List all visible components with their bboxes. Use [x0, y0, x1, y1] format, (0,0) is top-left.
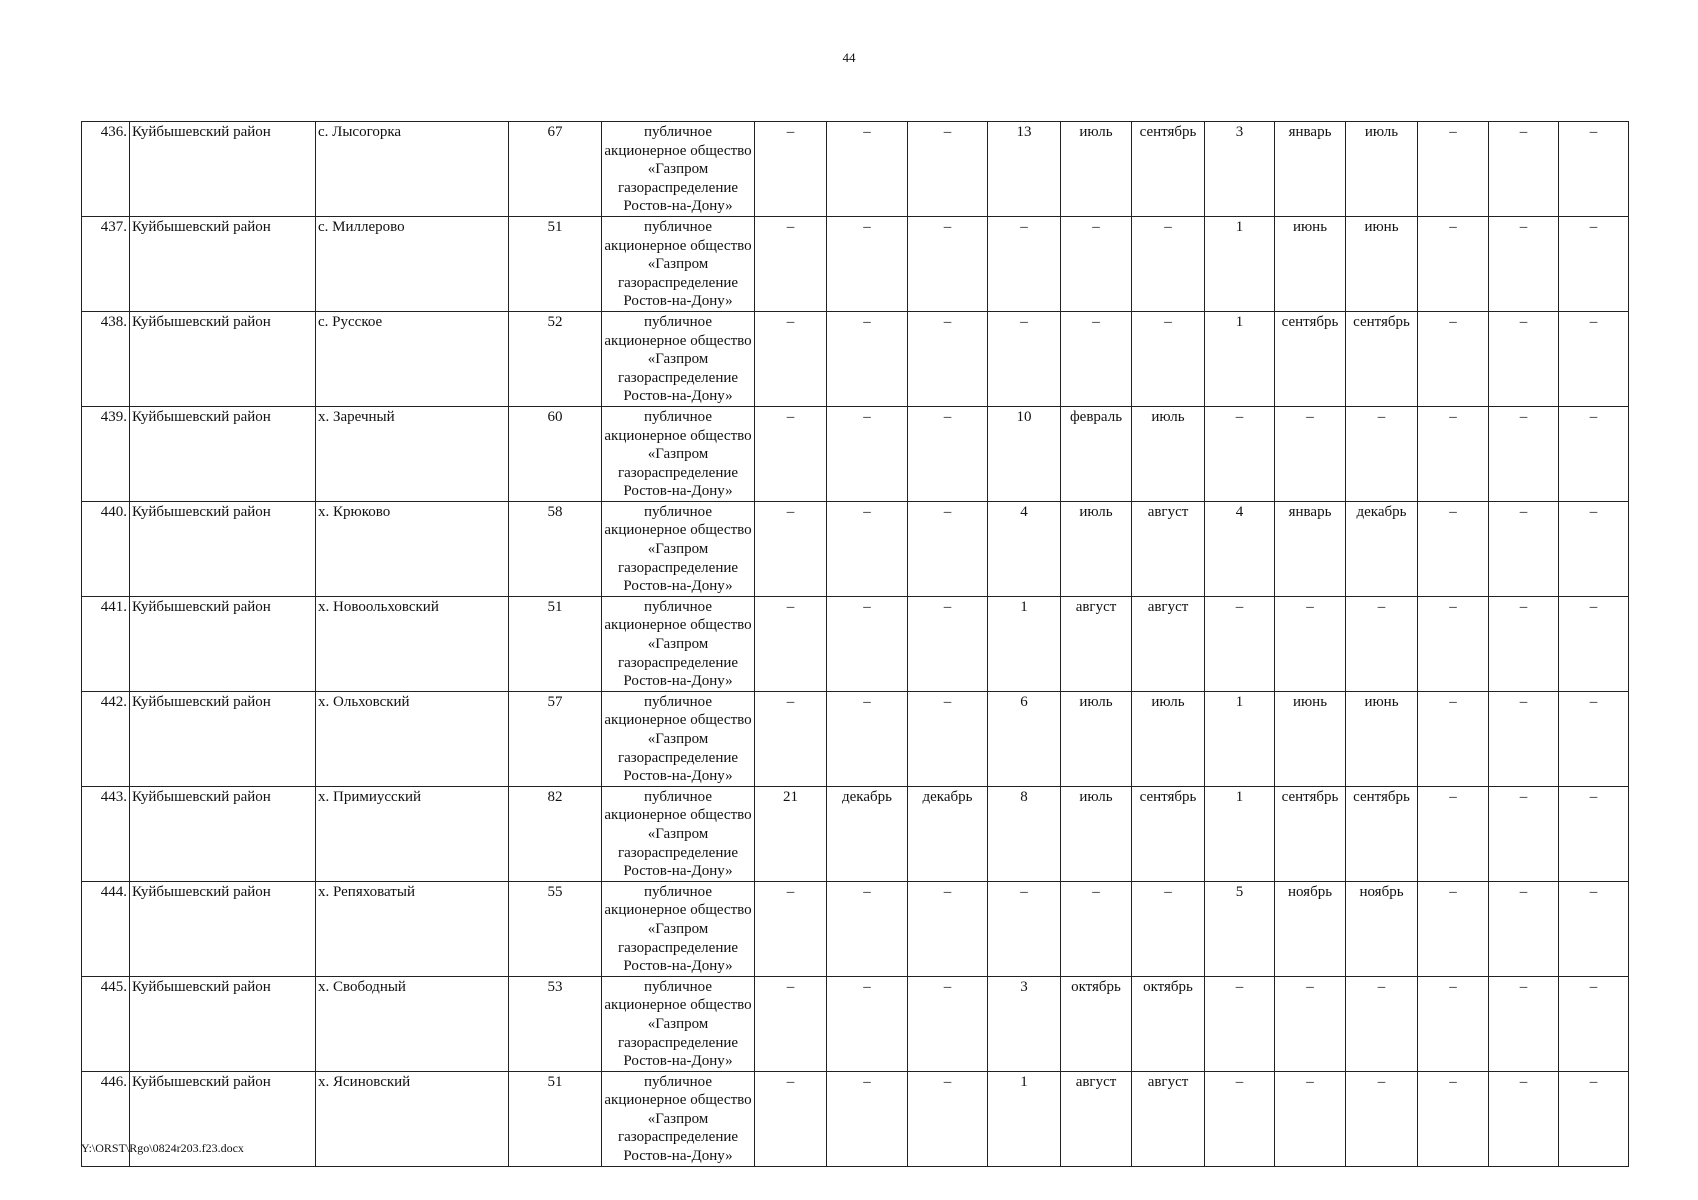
month-cell: июнь [1275, 691, 1346, 786]
value-cell: – [1489, 786, 1559, 881]
footer-file-path: Y:\ORST\Rgo\0824r203.f23.docx [81, 1141, 244, 1155]
month-cell: июль [1061, 122, 1132, 217]
value-cell: – [1559, 691, 1629, 786]
month-cell: – [908, 596, 988, 691]
month-cell: январь [1275, 501, 1346, 596]
value-cell: – [1205, 406, 1275, 501]
organization-cell: публичное акционерное общество «Газпром газораспределение Ростов-на-Дону» [602, 786, 755, 881]
value-cell: – [755, 501, 827, 596]
value-cell: – [1559, 311, 1629, 406]
organization-cell: публичное акционерное общество «Газпром газораспределение Ростов-на-Дону» [602, 406, 755, 501]
organization-cell: публичное акционерное общество «Газпром газораспределение Ростов-на-Дону» [602, 216, 755, 311]
month-cell: – [908, 216, 988, 311]
month-cell: – [1346, 1071, 1418, 1166]
month-cell: – [827, 501, 908, 596]
count-cell: 67 [509, 122, 602, 217]
month-cell: ноябрь [1346, 881, 1418, 976]
value-cell: – [1418, 216, 1489, 311]
month-cell: сентябрь [1346, 311, 1418, 406]
value-cell: – [988, 311, 1061, 406]
value-cell: – [1559, 881, 1629, 976]
value-cell: – [988, 216, 1061, 311]
count-cell: 58 [509, 501, 602, 596]
month-cell: – [827, 311, 908, 406]
value-cell: – [1489, 881, 1559, 976]
month-cell: август [1061, 1071, 1132, 1166]
value-cell: – [755, 122, 827, 217]
district-cell: Куйбышевский район [130, 1071, 316, 1166]
month-cell: – [827, 691, 908, 786]
locality-cell: х. Репяховатый [316, 881, 509, 976]
organization-cell: публичное акционерное общество «Газпром газораспределение Ростов-на-Дону» [602, 122, 755, 217]
month-cell: – [1132, 881, 1205, 976]
month-cell: октябрь [1061, 976, 1132, 1071]
month-cell: июль [1132, 691, 1205, 786]
table-row [82, 881, 1629, 976]
value-cell: 21 [755, 786, 827, 881]
month-cell: декабрь [827, 786, 908, 881]
organization-cell: публичное акционерное общество «Газпром газораспределение Ростов-на-Дону» [602, 596, 755, 691]
value-cell: – [755, 1071, 827, 1166]
value-cell: – [1418, 691, 1489, 786]
value-cell: – [1205, 1071, 1275, 1166]
month-cell: ноябрь [1275, 881, 1346, 976]
month-cell: – [1346, 596, 1418, 691]
locality-cell: с. Русское [316, 311, 509, 406]
month-cell: сентябрь [1346, 786, 1418, 881]
month-cell: декабрь [1346, 501, 1418, 596]
month-cell: – [1132, 311, 1205, 406]
page-number: 44 [842, 50, 856, 65]
count-cell: 52 [509, 311, 602, 406]
value-cell: – [755, 406, 827, 501]
value-cell: – [1418, 406, 1489, 501]
month-cell: октябрь [1132, 976, 1205, 1071]
table-row [82, 691, 1629, 786]
value-cell: – [755, 596, 827, 691]
row-number: 446. [82, 1071, 130, 1166]
value-cell: – [1559, 122, 1629, 217]
value-cell: – [1489, 976, 1559, 1071]
row-number: 437. [82, 216, 130, 311]
month-cell: – [908, 311, 988, 406]
value-cell: – [1559, 501, 1629, 596]
row-number: 438. [82, 311, 130, 406]
month-cell: – [827, 1071, 908, 1166]
month-cell: сентябрь [1132, 786, 1205, 881]
month-cell: – [1346, 976, 1418, 1071]
value-cell: – [755, 311, 827, 406]
value-cell: – [1418, 976, 1489, 1071]
locality-cell: с. Лысогорка [316, 122, 509, 217]
month-cell: – [1275, 406, 1346, 501]
count-cell: 51 [509, 1071, 602, 1166]
month-cell: – [1132, 216, 1205, 311]
value-cell: – [1418, 786, 1489, 881]
month-cell: – [1061, 881, 1132, 976]
value-cell: 1 [988, 596, 1061, 691]
value-cell: – [1489, 691, 1559, 786]
row-number: 442. [82, 691, 130, 786]
month-cell: – [908, 691, 988, 786]
month-cell: – [908, 122, 988, 217]
row-number: 444. [82, 881, 130, 976]
month-cell: август [1132, 501, 1205, 596]
table-row [82, 122, 1629, 217]
month-cell: – [827, 406, 908, 501]
month-cell: – [1275, 1071, 1346, 1166]
row-number: 445. [82, 976, 130, 1071]
table-row [82, 596, 1629, 691]
month-cell: июль [1061, 501, 1132, 596]
locality-cell: х. Ольховский [316, 691, 509, 786]
district-cell: Куйбышевский район [130, 786, 316, 881]
organization-cell: публичное акционерное общество «Газпром газораспределение Ростов-на-Дону» [602, 976, 755, 1071]
month-cell: – [1061, 216, 1132, 311]
value-cell: – [1418, 311, 1489, 406]
count-cell: 57 [509, 691, 602, 786]
value-cell: – [1418, 122, 1489, 217]
value-cell: – [1559, 976, 1629, 1071]
month-cell: февраль [1061, 406, 1132, 501]
value-cell: 3 [1205, 122, 1275, 217]
value-cell: – [1489, 216, 1559, 311]
month-cell: – [1061, 311, 1132, 406]
table-row [82, 1071, 1629, 1166]
value-cell: – [1559, 216, 1629, 311]
value-cell: 13 [988, 122, 1061, 217]
value-cell: 5 [1205, 881, 1275, 976]
value-cell: – [988, 881, 1061, 976]
organization-cell: публичное акционерное общество «Газпром газораспределение Ростов-на-Дону» [602, 881, 755, 976]
month-cell: декабрь [908, 786, 988, 881]
value-cell: 8 [988, 786, 1061, 881]
table-row [82, 501, 1629, 596]
count-cell: 51 [509, 216, 602, 311]
locality-cell: х. Ясиновский [316, 1071, 509, 1166]
value-cell: – [1489, 311, 1559, 406]
table-row [82, 786, 1629, 881]
organization-cell: публичное акционерное общество «Газпром газораспределение Ростов-на-Дону» [602, 501, 755, 596]
row-number: 441. [82, 596, 130, 691]
district-cell: Куйбышевский район [130, 311, 316, 406]
district-cell: Куйбышевский район [130, 881, 316, 976]
gasification-schedule-table [81, 121, 1629, 1167]
value-cell: – [755, 691, 827, 786]
table-body [82, 122, 1629, 1167]
value-cell: 3 [988, 976, 1061, 1071]
district-cell: Куйбышевский район [130, 596, 316, 691]
month-cell: – [1346, 406, 1418, 501]
month-cell: август [1132, 1071, 1205, 1166]
month-cell: июнь [1275, 216, 1346, 311]
row-number: 439. [82, 406, 130, 501]
value-cell: – [755, 881, 827, 976]
district-cell: Куйбышевский район [130, 216, 316, 311]
organization-cell: публичное акционерное общество «Газпром газораспределение Ростов-на-Дону» [602, 1071, 755, 1166]
value-cell: – [1489, 596, 1559, 691]
month-cell: – [1275, 596, 1346, 691]
count-cell: 82 [509, 786, 602, 881]
value-cell: – [1489, 1071, 1559, 1166]
value-cell: – [1418, 501, 1489, 596]
value-cell: – [1418, 1071, 1489, 1166]
month-cell: – [827, 216, 908, 311]
count-cell: 51 [509, 596, 602, 691]
month-cell: – [1275, 976, 1346, 1071]
value-cell: – [1559, 596, 1629, 691]
value-cell: 1 [1205, 216, 1275, 311]
month-cell: июль [1061, 786, 1132, 881]
district-cell: Куйбышевский район [130, 122, 316, 217]
month-cell: июль [1346, 122, 1418, 217]
value-cell: – [755, 976, 827, 1071]
table-row [82, 311, 1629, 406]
month-cell: август [1061, 596, 1132, 691]
value-cell: – [1418, 881, 1489, 976]
locality-cell: х. Крюково [316, 501, 509, 596]
value-cell: 1 [1205, 691, 1275, 786]
organization-cell: публичное акционерное общество «Газпром газораспределение Ростов-на-Дону» [602, 691, 755, 786]
locality-cell: х. Свободный [316, 976, 509, 1071]
value-cell: 4 [988, 501, 1061, 596]
month-cell: июль [1061, 691, 1132, 786]
month-cell: июнь [1346, 691, 1418, 786]
value-cell: – [1489, 122, 1559, 217]
locality-cell: с. Миллерово [316, 216, 509, 311]
value-cell: 4 [1205, 501, 1275, 596]
count-cell: 53 [509, 976, 602, 1071]
month-cell: сентябрь [1275, 311, 1346, 406]
value-cell: – [1418, 596, 1489, 691]
value-cell: 1 [1205, 786, 1275, 881]
month-cell: – [827, 976, 908, 1071]
month-cell: – [908, 976, 988, 1071]
value-cell: 10 [988, 406, 1061, 501]
value-cell: – [1205, 596, 1275, 691]
month-cell: сентябрь [1132, 122, 1205, 217]
value-cell: – [1559, 406, 1629, 501]
month-cell: август [1132, 596, 1205, 691]
row-number: 440. [82, 501, 130, 596]
row-number: 436. [82, 122, 130, 217]
table-row [82, 976, 1629, 1071]
count-cell: 55 [509, 881, 602, 976]
value-cell: 1 [1205, 311, 1275, 406]
count-cell: 60 [509, 406, 602, 501]
district-cell: Куйбышевский район [130, 691, 316, 786]
table-row [82, 406, 1629, 501]
month-cell: – [827, 596, 908, 691]
value-cell: – [1559, 1071, 1629, 1166]
value-cell: – [1559, 786, 1629, 881]
month-cell: – [908, 1071, 988, 1166]
month-cell: июль [1132, 406, 1205, 501]
district-cell: Куйбышевский район [130, 406, 316, 501]
locality-cell: х. Примиусский [316, 786, 509, 881]
month-cell: – [908, 881, 988, 976]
district-cell: Куйбышевский район [130, 976, 316, 1071]
month-cell: – [908, 406, 988, 501]
value-cell: – [1489, 501, 1559, 596]
month-cell: – [908, 501, 988, 596]
month-cell: июнь [1346, 216, 1418, 311]
value-cell: – [1205, 976, 1275, 1071]
value-cell: 6 [988, 691, 1061, 786]
locality-cell: х. Заречный [316, 406, 509, 501]
month-cell: – [827, 881, 908, 976]
month-cell: январь [1275, 122, 1346, 217]
district-cell: Куйбышевский район [130, 501, 316, 596]
locality-cell: х. Новоольховский [316, 596, 509, 691]
month-cell: – [827, 122, 908, 217]
value-cell: – [1489, 406, 1559, 501]
row-number: 443. [82, 786, 130, 881]
table-row [82, 216, 1629, 311]
month-cell: сентябрь [1275, 786, 1346, 881]
value-cell: – [755, 216, 827, 311]
value-cell: 1 [988, 1071, 1061, 1166]
organization-cell: публичное акционерное общество «Газпром газораспределение Ростов-на-Дону» [602, 311, 755, 406]
